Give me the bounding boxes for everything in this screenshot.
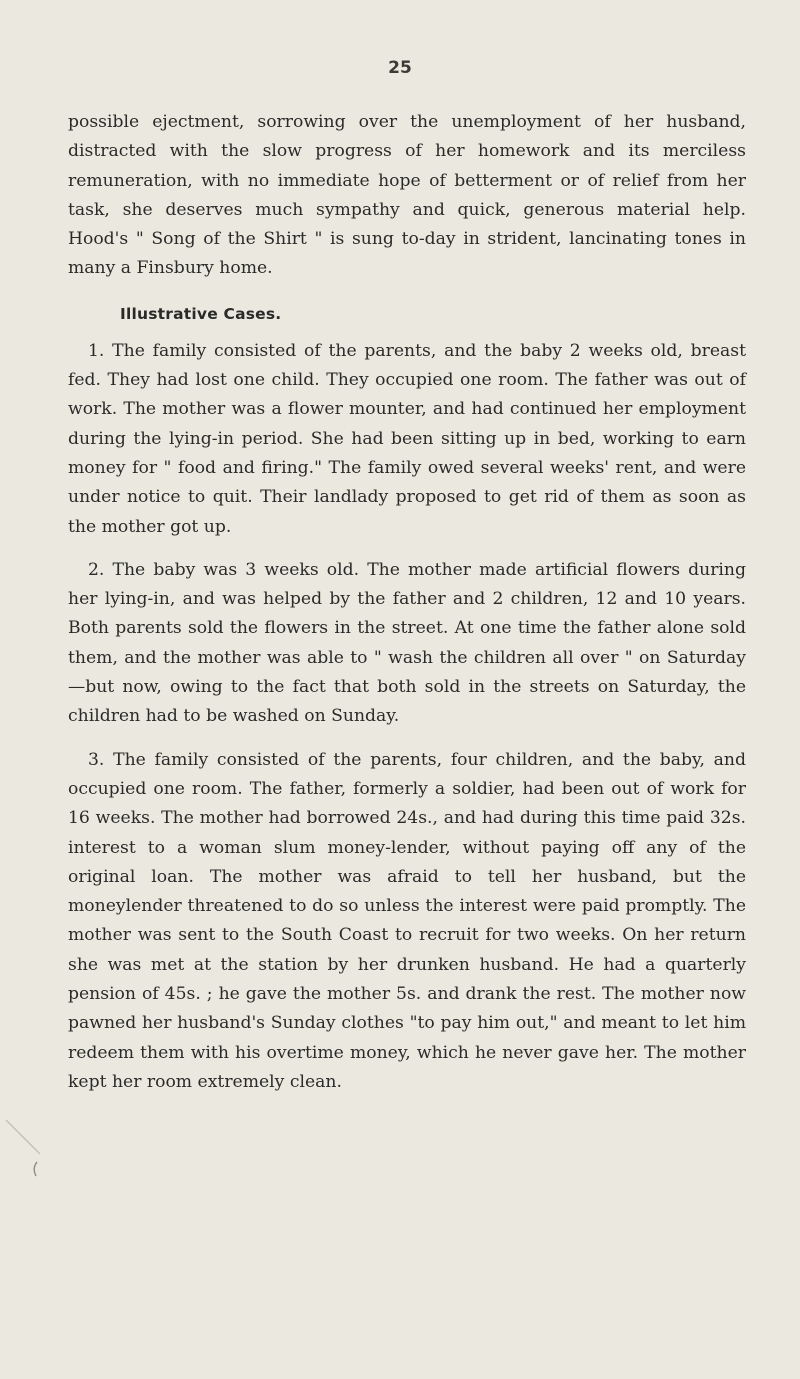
section-heading: Illustrative Cases. <box>120 304 282 323</box>
case-paragraph-2: 2. The baby was 3 weeks old. The mother made artificial flowers during her lying-in, and was helped by the father and 2 children, 12 and 10 years. Both parents sold the flowers in the street. At one time the father alone sold them, and the mother was able to " wash the children all over " on Saturday—but now, owing to the fact that both sold in the streets on Saturday, the children had to be washed on Sunday. <box>68 559 746 727</box>
case-paragraph-1: 1. The family consisted of the parents, and the baby 2 weeks old, breast fed. They had lost one child. They occupied one room. The father was out of work. The mother was a flower mounter, and had continued her employment during the lying-in period. She had been sitting up in bed, working to earn money for " food and firing." The family owed several weeks' rent, and were under notice to quit. Their landlady proposed to get rid of them as soon as the mother got up. <box>68 340 746 537</box>
page-number: 25 <box>388 58 412 78</box>
case-paragraph-3: 3. The family consisted of the parents, four children, and the baby, and occupied one room. The father, formerly a soldier, had been out of work for 16 weeks. The mother had borrowed 24s., and had during this time paid 32s. interest to a woman slum money-lender, without paying off any of the original loan. The mother was afraid to tell her husband, but the moneylender threatened to do so unless the interest were paid promptly. The mother was sent to the South Coast to recruit for two weeks. On her return she was met at the station by her drunken husband. He had a quarterly pension of 45s. ; he gave the mother 5s. and drank the rest. The mother now pawned her husband's Sunday clothes "to pay him out," and meant to let him redeem them with his overtime money, which he never gave her. The mother kept her room extremely clean. <box>68 749 746 1092</box>
document-body <box>68 108 746 1097</box>
margin-pencil-mark <box>4 1118 48 1178</box>
intro-paragraph: possible ejectment, sorrowing over the unemployment of her husband, distracted with the slow progress of her homework and its merciless remuneration, with no immediate hope of betterment or of relief from her task, she deserves much sympathy and quick, generous material help. Hood's " Song of the Shirt " is sung to-day in strident, lancinating tones in many a Finsbury home. <box>68 112 746 279</box>
